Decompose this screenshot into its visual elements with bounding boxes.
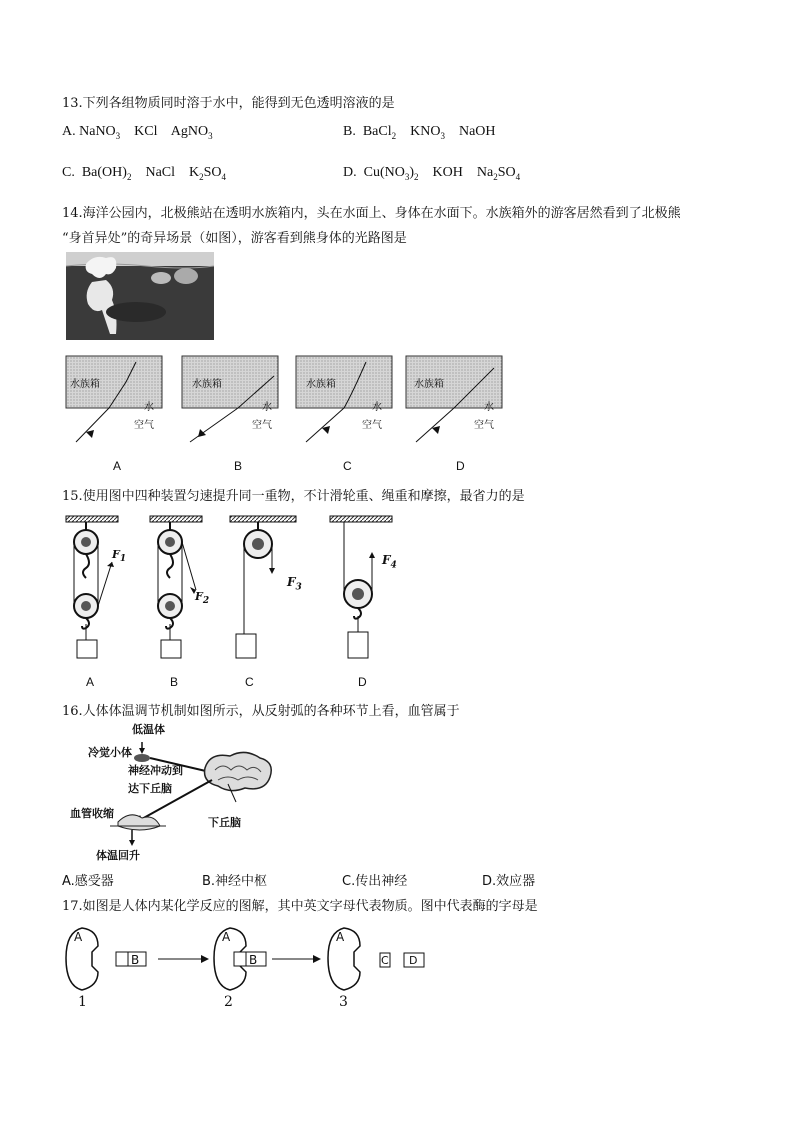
label-low-temp: 低温体 (132, 723, 165, 736)
panel-a-air-label: 空气 (134, 420, 154, 431)
q17-enzyme-diagram (62, 922, 442, 1012)
q16-stem: 16.人体体温调节机制如图所示，从反射弧的各种环节上看，血管属于 (62, 704, 460, 719)
brain-icon (205, 752, 272, 790)
substrate-b-label-1: B (131, 953, 140, 967)
step-3-label: 3 (339, 994, 348, 1010)
q15-option-c: C (245, 675, 254, 689)
enzyme-a-label-3: A (336, 930, 345, 944)
q15-option-a: A (86, 675, 95, 689)
panel-b-tank-label: 水族箱 (192, 379, 222, 390)
pulley-b (150, 516, 202, 658)
q13-option-b: B. BaCl$_2$ $KNO_3$ NaOH (343, 124, 496, 141)
q15-pulley-diagrams (62, 512, 402, 664)
panel-b-air-label: 空气 (252, 420, 272, 431)
product-c-label: C (381, 954, 389, 967)
panel-a-tank-label: 水族箱 (70, 379, 100, 390)
label-cold-receptor: 冷觉小体 (88, 746, 132, 759)
q14-option-b: B (234, 459, 243, 473)
q14-option-a: A (113, 459, 122, 473)
q16-option-b: B.神经中枢 (202, 874, 268, 889)
panel-d-tank-label: 水族箱 (414, 379, 444, 390)
panel-b-water-label: 水 (262, 402, 272, 413)
q13-stem: 13.下列各组物质同时溶于水中，能得到无色透明溶液的是 (62, 96, 395, 111)
panel-c-tank-label: 水族箱 (306, 379, 336, 390)
q16-option-d: D.效应器 (482, 874, 536, 889)
enzyme-a-label-1: A (74, 930, 83, 944)
q15-stem: 15.使用图中四种装置匀速提升同一重物，不计滑轮重、绳重和摩擦，最省力的是 (62, 489, 525, 504)
pulley-a (66, 516, 118, 658)
q15-option-b: B (170, 675, 179, 689)
panel-d-air-label: 空气 (474, 420, 494, 431)
q14-stem-line2: “身首异处”的奇异场景（如图），游客看到熊身体的光路图是 (62, 231, 407, 246)
q17-stem: 17.如图是人体内某化学反应的图解，其中英文字母代表物质。图中代表酶的字母是 (62, 899, 538, 914)
step-1-label: 1 (78, 994, 87, 1010)
q13-option-a: A. NaNO$_3$ KCl AgNO$_3$ (62, 124, 213, 141)
q13-option-c: C. $Ba(OH)_2$ NaCl $K_2SO_4$ (62, 165, 227, 182)
substrate-b-label-2: B (249, 953, 258, 967)
label-hypothalamus: 下丘脑 (208, 816, 241, 829)
q14-option-c: C (343, 459, 352, 473)
q14-option-d: D (456, 459, 465, 473)
q16-option-a: A.感受器 (62, 874, 114, 889)
step-2-label: 2 (224, 994, 233, 1010)
q16-thermoregulation-diagram (70, 722, 280, 862)
label-nerve-impulse: 神经冲动到 (128, 764, 183, 777)
force-f4-label: $F_4$ (382, 553, 397, 571)
q14-light-path-panels (64, 354, 504, 446)
q14-stem-line1: 14.海洋公园内，北极熊站在透明水族箱内，头在水面上、身体在水面下。水族箱外的游客居然看到了北极熊 (62, 206, 681, 221)
q16-option-c: C.传出神经 (342, 874, 408, 889)
label-reach-hypothalamus: 达下丘脑 (128, 782, 172, 795)
polar-bear-photo (66, 252, 214, 340)
label-vasoconstriction: 血管收缩 (70, 807, 114, 820)
force-f2-label: $F_2$ (195, 590, 210, 607)
enzyme-a-label-2: A (222, 930, 231, 944)
panel-a-water-label: 水 (144, 402, 154, 413)
force-f1-label: $F_1$ (112, 548, 127, 565)
product-d-label: D (409, 954, 418, 967)
q15-option-d: D (358, 675, 367, 689)
panel-d-water-label: 水 (484, 402, 494, 413)
pulley-d (330, 516, 392, 658)
q13-option-d: D. $Cu(NO_3)_2$ KOH $Na_2SO_4$ (343, 165, 521, 182)
force-f3-label: $F_3$ (287, 575, 302, 593)
panel-c-water-label: 水 (372, 402, 382, 413)
label-temp-rise: 体温回升 (96, 849, 140, 862)
panel-c-air-label: 空气 (362, 420, 382, 431)
